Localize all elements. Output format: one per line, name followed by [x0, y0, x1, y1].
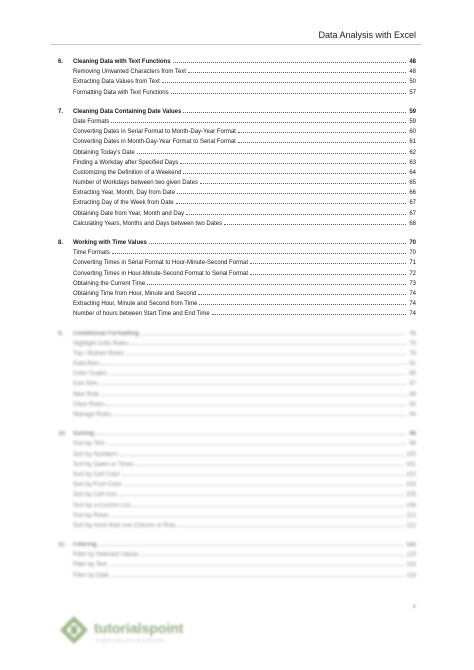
dot-leader: [141, 555, 405, 556]
dot-leader: [177, 526, 404, 527]
dot-leader: [111, 516, 405, 517]
entry-label: Sort by Text: [73, 441, 105, 448]
entry-label: Date Formats: [73, 118, 110, 125]
entry-page: 67: [409, 210, 416, 217]
entry-label: Sort by Cell Icon: [73, 492, 118, 499]
dot-leader: [124, 485, 404, 486]
entry-page: 73: [409, 280, 416, 287]
chapter-title: Conditional Formatting: [73, 330, 139, 337]
entry-page: 105: [405, 492, 416, 499]
toc-entry[interactable]: [58, 279, 416, 289]
dot-leader: [111, 122, 406, 123]
entry-page: 74: [409, 311, 416, 318]
entry-page: 106: [405, 502, 416, 509]
toc-entry[interactable]: [58, 67, 416, 77]
toc-chapter-heading[interactable]: [58, 107, 416, 117]
entry-label: Calculating Years, Months and Days between two Dates: [73, 220, 223, 227]
dot-leader: [96, 434, 406, 435]
entry-label: New Rule: [73, 391, 100, 398]
dot-leader: [141, 334, 406, 335]
dot-leader: [173, 62, 406, 63]
toc-entry[interactable]: [58, 188, 416, 198]
entry-label: Sort by Numbers: [73, 451, 119, 458]
entry-page: 102: [405, 471, 416, 478]
toc-entry[interactable]: [58, 269, 416, 279]
dot-leader: [101, 395, 406, 396]
toc-entry[interactable]: [58, 88, 416, 98]
tutorialspoint-logo: [56, 612, 196, 652]
dot-leader: [126, 354, 406, 355]
dot-leader: [250, 263, 406, 264]
dot-leader: [109, 565, 405, 566]
dot-leader: [199, 304, 406, 305]
toc-chapter: [58, 238, 416, 320]
toc-entry[interactable]: [58, 258, 416, 268]
entry-label: Color Scales: [73, 371, 108, 378]
dot-leader: [109, 374, 406, 375]
chapter-page: 70: [409, 240, 416, 246]
toc-entry[interactable]: [58, 400, 416, 410]
entry-label: Manage Rules: [73, 412, 112, 418]
table-of-contents: [58, 57, 416, 590]
entry-label: Clear Rules: [73, 401, 105, 408]
entry-page: 65: [409, 180, 416, 187]
page-number: iii: [412, 604, 416, 610]
entry-label: Removing Unwanted Characters from Text: [73, 69, 186, 76]
dot-leader: [147, 284, 406, 285]
entry-label: Extracting Hour, Minute and Second from Time: [73, 301, 198, 308]
dot-leader: [119, 495, 404, 496]
entry-page: 118: [406, 562, 416, 569]
dot-leader: [162, 82, 406, 83]
toc-chapter: [58, 540, 416, 581]
entry-page: 98: [409, 441, 416, 448]
dot-leader: [120, 455, 404, 456]
entry-label: Extracting Day of the Week from Date: [73, 200, 174, 207]
toc-chapter-heading[interactable]: [58, 540, 416, 550]
dot-leader: [111, 576, 405, 577]
toc-entry[interactable]: [58, 511, 416, 521]
entry-label: Formatting Data with Text Functions: [73, 89, 169, 96]
entry-label: Obtaining the Current Time: [73, 280, 146, 287]
toc-entry[interactable]: [58, 339, 416, 349]
entry-page: 104: [405, 482, 416, 489]
entry-page: 71: [409, 260, 416, 267]
entry-label: Converting Dates in Serial Format to Month-Day-Year Format: [73, 129, 236, 136]
dot-leader: [107, 444, 406, 445]
entry-label: Sort by a Custom List: [73, 502, 131, 509]
toc-entry[interactable]: [58, 560, 416, 570]
dot-leader: [176, 203, 406, 204]
document-title: Data Analysis with Excel: [318, 30, 416, 40]
entry-page: 72: [409, 270, 416, 277]
entry-page: 66: [409, 190, 416, 197]
entry-page: 70: [409, 250, 416, 257]
dot-leader: [186, 214, 406, 215]
toc-entry[interactable]: [58, 299, 416, 309]
toc-entry[interactable]: [58, 379, 416, 389]
toc-entry[interactable]: [58, 480, 416, 490]
dot-leader: [136, 465, 404, 466]
entry-page: 87: [409, 381, 416, 388]
toc-entry[interactable]: [58, 349, 416, 359]
entry-page: 119: [406, 572, 416, 579]
entry-label: Icon Sets: [73, 381, 99, 388]
entry-page: 100: [405, 451, 416, 458]
entry-label: Number of hours between Start Time and End Time: [73, 311, 210, 318]
dot-leader: [99, 545, 405, 546]
entry-page: 93: [409, 401, 416, 408]
dot-leader: [238, 132, 406, 133]
toc-entry[interactable]: [58, 219, 416, 229]
toc-entry[interactable]: [58, 410, 416, 420]
toc-entry[interactable]: [58, 198, 416, 208]
entry-page: 68: [409, 220, 416, 227]
chapter-page: 98: [409, 431, 416, 438]
toc-entry[interactable]: [58, 450, 416, 460]
entry-label: Filter by Date: [73, 572, 109, 579]
chapter-number: 11.: [58, 542, 67, 549]
toc-entry[interactable]: [58, 127, 416, 137]
toc-chapter-heading[interactable]: [58, 238, 416, 248]
entry-label: Obtaining Date from Year, Month and Day: [73, 210, 185, 217]
entry-page: 81: [409, 361, 416, 368]
entry-page: 89: [409, 391, 416, 398]
dot-leader: [112, 253, 406, 254]
dot-leader: [212, 314, 406, 315]
chapter-title: Cleaning Data with Text Functions: [73, 59, 171, 65]
toc-entry[interactable]: [58, 439, 416, 449]
dot-leader: [171, 93, 406, 94]
chapter-page: 48: [409, 59, 416, 65]
entry-page: 67: [409, 200, 416, 207]
dot-leader: [224, 224, 406, 225]
entry-label: Converting Dates in Month-Day-Year Format to Serial Format: [73, 139, 236, 146]
toc-entry[interactable]: [58, 168, 416, 178]
toc-entry[interactable]: [58, 369, 416, 379]
chapter-number: 10.: [58, 431, 67, 438]
toc-chapter: [58, 329, 416, 421]
chapter-number: 8.: [58, 240, 64, 246]
chapter-title: Sorting: [73, 431, 94, 438]
dot-leader: [106, 405, 406, 406]
toc-chapter-heading[interactable]: [58, 329, 416, 339]
entry-page: 57: [409, 89, 416, 96]
dot-leader: [180, 163, 406, 164]
toc-entry[interactable]: [58, 137, 416, 147]
dot-leader: [177, 193, 406, 194]
entry-label: Obtaining Today's Date: [73, 149, 135, 156]
entry-page: 60: [409, 129, 416, 136]
entry-page: 94: [409, 412, 416, 418]
chapter-title: Working with Time Values: [73, 240, 147, 246]
toc-entry[interactable]: [58, 117, 416, 127]
dot-leader: [200, 183, 406, 184]
toc-entry[interactable]: [58, 178, 416, 188]
dot-leader: [137, 153, 406, 154]
entry-label: Sort by Cell Color: [73, 471, 121, 478]
dot-leader: [132, 506, 404, 507]
entry-label: Filter by Selected Values: [73, 552, 139, 559]
chapter-page: 59: [409, 108, 416, 115]
dot-leader: [130, 344, 406, 345]
toc-chapter: [58, 429, 416, 531]
chapter-page: 75: [409, 330, 416, 337]
entry-label: Customizing the Definition of a Weekend: [73, 169, 182, 176]
dot-leader: [100, 384, 406, 385]
dot-leader: [198, 294, 406, 295]
toc-chapter: [58, 57, 416, 98]
entry-label: Converting Times in Hour-Minute-Second Format to Serial Format: [73, 270, 249, 277]
logo-icon: [56, 612, 196, 652]
entry-label: Sort by Dates or Times: [73, 461, 135, 468]
entry-label: Extracting Data Values from Text: [73, 79, 160, 86]
chapter-number: 9.: [58, 330, 64, 337]
toc-entry[interactable]: [58, 490, 416, 500]
entry-label: Sort by more than one Column or Row: [73, 522, 176, 529]
entry-page: 48: [409, 69, 416, 76]
toc-entry[interactable]: [58, 521, 416, 531]
entry-label: Sort by Rows: [73, 512, 109, 519]
toc-chapter: [58, 107, 416, 229]
entry-page: 76: [409, 340, 416, 347]
toc-entry[interactable]: [58, 359, 416, 369]
toc-entry[interactable]: [58, 158, 416, 168]
dot-leader: [122, 475, 404, 476]
entry-page: 85: [409, 371, 416, 378]
chapter-number: 7.: [58, 108, 64, 115]
toc-chapter-heading[interactable]: [58, 57, 416, 67]
dot-leader: [250, 274, 406, 275]
entry-label: Filter by Text: [73, 562, 107, 569]
entry-page: 63: [409, 159, 416, 166]
logo-wordmark: tutorialspoint: [94, 620, 184, 636]
entry-page: 64: [409, 169, 416, 176]
logo-tagline: SIMPLYEASYLEARNING: [96, 638, 166, 643]
chapter-title: Cleaning Data Containing Date Values: [73, 108, 182, 115]
header-rule: [50, 44, 422, 45]
chapter-number: 6.: [58, 59, 64, 65]
entry-page: 61: [409, 139, 416, 146]
entry-label: Finding a Workday after Specified Days: [73, 159, 179, 166]
entry-label: Highlight Cells Rules: [73, 340, 129, 347]
entry-page: 101: [405, 461, 416, 468]
toc-chapter-heading[interactable]: [58, 429, 416, 439]
dot-leader: [183, 112, 406, 113]
entry-label: Number of Workdays between two given Dates: [73, 180, 198, 187]
entry-label: Extracting Year, Month, Day from Date: [73, 190, 176, 197]
entry-page: 112: [406, 522, 416, 529]
entry-page: 74: [409, 301, 416, 308]
toc-entry[interactable]: [58, 501, 416, 511]
chapter-page: 115: [406, 542, 416, 549]
toc-entry[interactable]: [58, 390, 416, 400]
toc-entry[interactable]: [58, 148, 416, 158]
toc-entry[interactable]: [58, 571, 416, 581]
dot-leader: [238, 142, 406, 143]
toc-entry[interactable]: [58, 77, 416, 87]
dot-leader: [149, 243, 406, 244]
toc-entry[interactable]: [58, 309, 416, 319]
entry-page: 74: [409, 290, 416, 297]
toc-entry[interactable]: [58, 470, 416, 480]
logo-mark: [60, 616, 88, 644]
entry-label: Data Bars: [73, 361, 100, 368]
dot-leader: [114, 415, 406, 416]
entry-label: Top / Bottom Rules: [73, 350, 124, 357]
entry-page: 112: [406, 512, 416, 519]
entry-page: 62: [409, 149, 416, 156]
entry-label: Converting Times in Serial Format to Hour-Minute-Second Format: [73, 260, 249, 267]
entry-label: Obtaining Time from Hour, Minute and Second: [73, 290, 197, 297]
chapter-title: Filtering: [73, 542, 97, 549]
toc-entry[interactable]: [58, 209, 416, 219]
toc-entry[interactable]: [58, 248, 416, 258]
entry-label: Sort by Font Color: [73, 482, 122, 489]
dot-leader: [102, 364, 406, 365]
dot-leader: [183, 173, 406, 174]
entry-page: 78: [409, 350, 416, 357]
toc-entry[interactable]: [58, 289, 416, 299]
entry-page: 115: [406, 552, 416, 559]
entry-label: Time Formats: [73, 250, 110, 257]
entry-page: 50: [409, 79, 416, 86]
toc-entry[interactable]: [58, 460, 416, 470]
toc-entry[interactable]: [58, 550, 416, 560]
dot-leader: [188, 72, 406, 73]
entry-page: 59: [409, 118, 416, 125]
